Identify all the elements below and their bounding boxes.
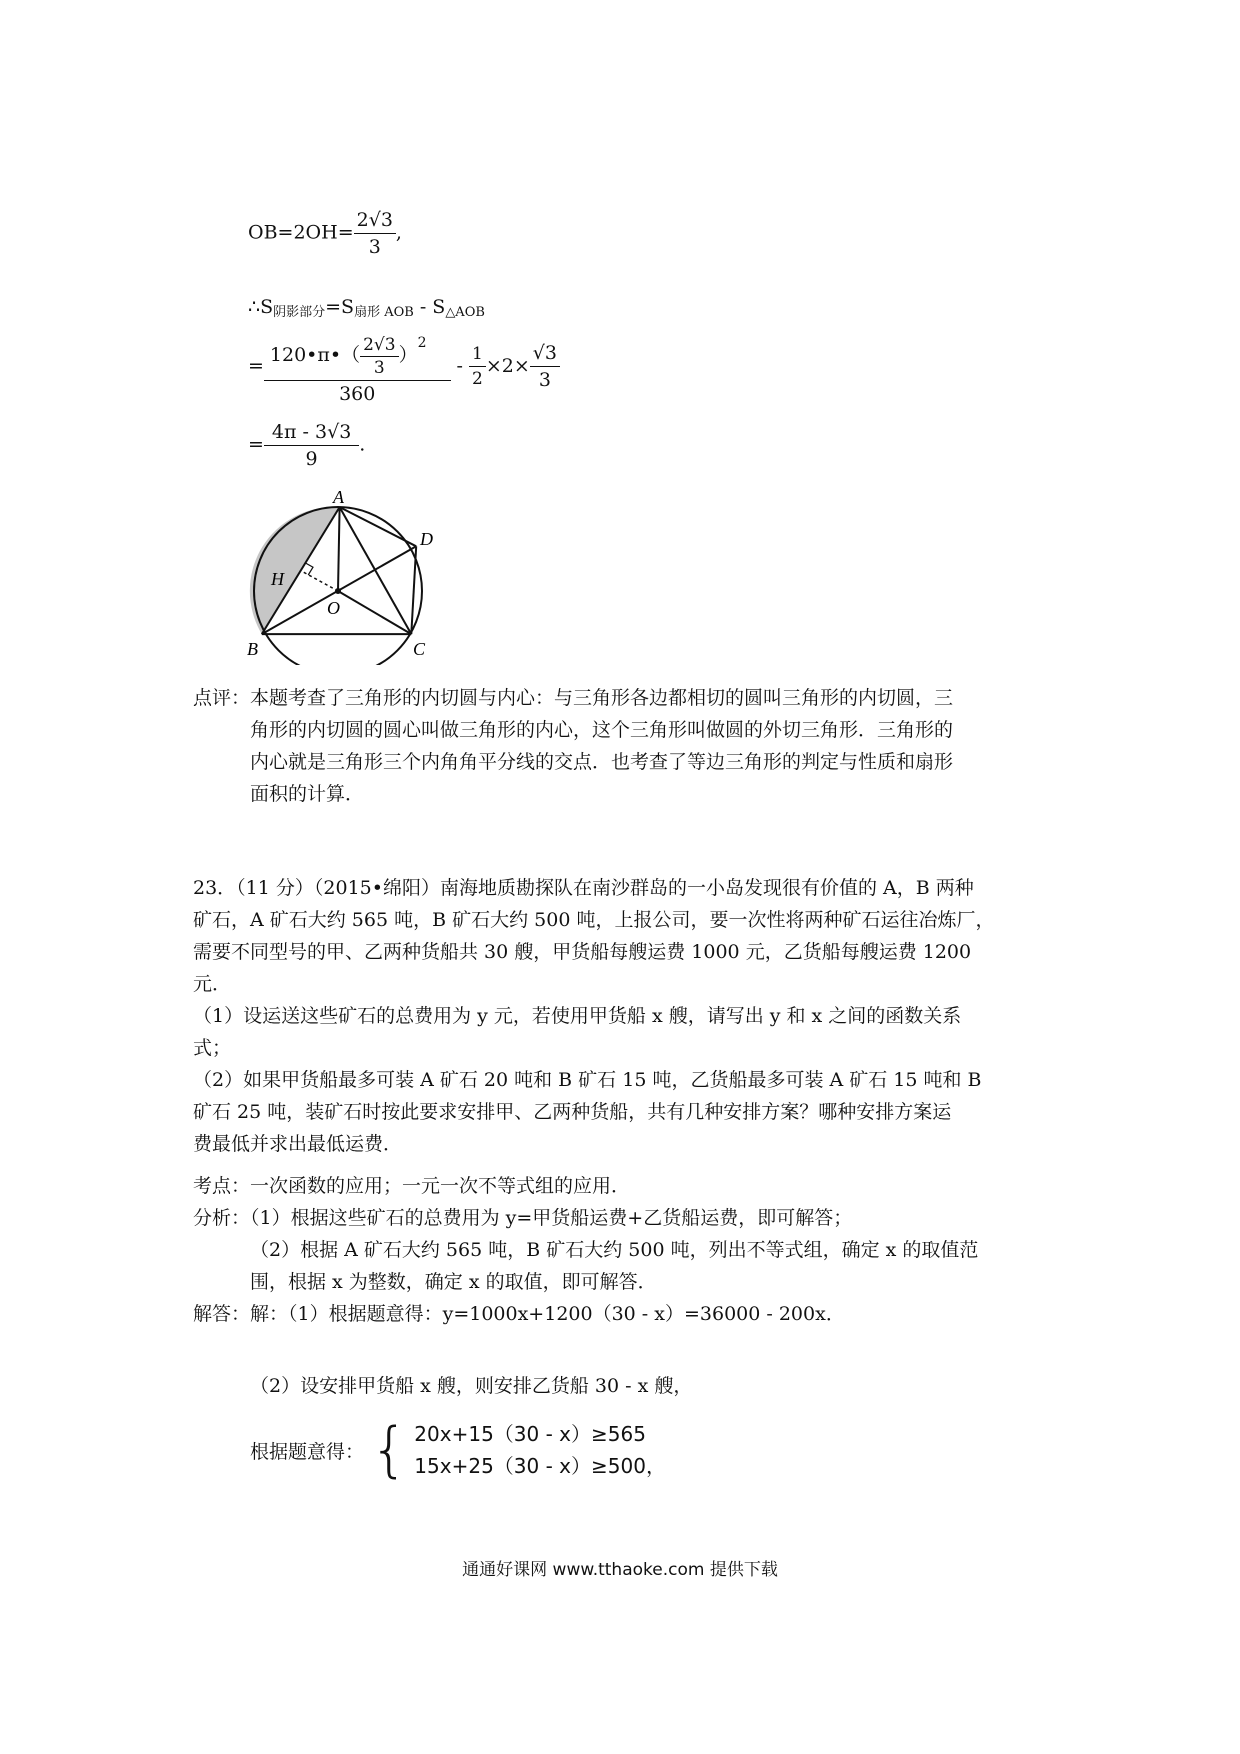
problem-line: 费最低并求出最低运费． [193,1133,403,1155]
subscript: △AOB [445,305,485,320]
calc-text: ×2× [485,354,530,377]
calc-line-2 [248,296,485,320]
label-H: H [271,569,284,589]
system-label: 根据题意得： [250,1440,365,1463]
label-A: A [333,490,344,507]
system-line-2-text: 15x+25（30 - x）≥500 [414,1454,646,1478]
comment-first-line [193,682,1073,714]
center-point-O [335,588,341,594]
calc-text: - S [413,296,446,318]
segment-OH [301,571,338,591]
fraction-numerator [264,328,451,381]
fenxi-text: 围，根据 x 为整数，确定 x 的取值，即可解答． [250,1271,657,1293]
fraction-denominator: 3 [538,369,551,392]
fraction-numerator: 1 [469,343,486,367]
subscript: 阴影部分 [273,305,326,320]
fenxi-text: （2）根据 A 矿石大约 565 吨，B 矿石大约 500 吨，列出不等式组，确定 x 的取值范 [250,1239,979,1261]
calc-text: ） [398,344,418,366]
fraction-numerator: 4π - 3√3 [264,420,359,446]
system-line-1: 20x+15（30 - x）≥565 [414,1422,646,1446]
fraction-numerator: 2√3 [354,208,396,234]
kaodian-line: 考点：一次函数的应用；一元一次不等式组的应用． [193,1175,631,1197]
jieda-line: 解答：解：（1）根据题意得：y=1000x+1200（30 - x）=36000 - 200x． [193,1303,845,1325]
system-suffix: ， [645,1454,666,1478]
calc-line-3 [248,328,560,406]
problem-line: 需要不同型号的甲、乙两种货船共 30 艘，甲货船每艘运费 1000 元，乙货船每艘运费 1200 [193,941,972,963]
fraction-denominator: 3 [373,357,385,378]
fraction [354,208,396,259]
part2-line [250,1370,692,1402]
superscript: 2 [417,335,427,351]
system-line-2 [414,1450,666,1482]
inner-fraction [360,335,398,378]
system-lines [414,1418,666,1482]
fraction-denominator: 2 [472,369,483,390]
calc-text: = [248,433,264,456]
calc-text: ∴S [248,296,274,318]
calc-text: , [395,221,402,244]
part2-text: （2）设安排甲货船 x 艘，则安排乙货船 30 - x 艘， [250,1375,693,1397]
half-fraction [469,343,486,390]
radius-fraction [530,341,560,392]
label-B: B [247,639,258,659]
comment-text: 本题考查了三角形的内切圆与内心：与三角形各边都相切的圆叫三角形的内切圆，三 [250,687,954,709]
geometry-diagram [245,490,485,665]
problem-line: 矿石 25 吨，装矿石时按此要求安排甲、乙两种货船，共有几种安排方案？哪种安排方案运 [193,1101,952,1123]
problem-line: 23．（11 分）（2015•绵阳）南海地质勘探队在南沙群岛的一小岛发现很有价值的 A，B 两种 [193,877,974,899]
fraction-denominator: 3 [368,236,381,258]
comment-line: 内心就是三角形三个内角角平分线的交点．也考查了等边三角形的判定与性质和扇形 [250,751,954,773]
calc-text: . [359,433,366,456]
inequality-system [250,1415,666,1485]
comment-block [193,682,1073,810]
segment-OC [338,591,411,634]
fenxi-line [193,1202,1073,1234]
big-fraction [264,328,451,406]
problem-line: （2）如果甲货船最多可装 A 矿石 20 吨和 B 矿石 15 吨，乙货船最多可装 A 矿石 15 吨和 B [193,1069,982,1091]
fenxi-text: （1）根据这些矿石的总费用为 y=甲货船运费+乙货船运费，即可解答； [250,1207,853,1229]
calc-text: 120•π•（ [269,344,361,366]
fraction-denominator: 360 [339,382,376,405]
problem-line: 元． [193,973,232,995]
calc-text: = [248,354,264,377]
fraction-numerator: √3 [530,341,560,367]
comment-line: 面积的计算． [250,783,365,805]
page-footer [0,1555,1240,1580]
problem-line: （1）设运送这些矿石的总费用为 y 元，若使用甲货船 x 艘，请写出 y 和 x 之间的函数关系 [193,1005,962,1027]
fraction [264,420,359,471]
label-O: O [327,598,340,618]
problem-line: 式； [193,1037,232,1059]
fraction-numerator: 2√3 [360,335,398,357]
problem-line: 矿石，A 矿石大约 565 吨，B 矿石大约 500 吨，上报公司，要一次性将两种矿石运往冶炼厂， [193,909,995,931]
solution-block [193,1170,1073,1330]
calc-text: OB=2OH= [248,221,354,244]
comment-line: 角形的内切圆的圆心叫做三角形的内心，这个三角形叫做圆的外切三角形．三角形的 [250,719,954,741]
label-D: D [420,529,433,549]
fenxi-label: 分析： [193,1207,251,1229]
footer-text: 通通好课网 www.tthaoke.com 提供下载 [462,1560,778,1580]
calc-line-1 [248,208,402,259]
label-C: C [413,639,426,659]
problem-block [193,872,1073,1160]
left-brace: { [370,1415,409,1485]
subscript: 扇形 AOB [354,305,414,320]
segment-AO [338,507,340,591]
circle-figure [245,490,485,665]
calc-text: - [450,354,469,377]
calc-text: =S [325,296,355,318]
fraction-denominator: 9 [305,448,318,470]
calc-line-4 [248,420,365,471]
comment-label: 点评： [193,687,251,709]
